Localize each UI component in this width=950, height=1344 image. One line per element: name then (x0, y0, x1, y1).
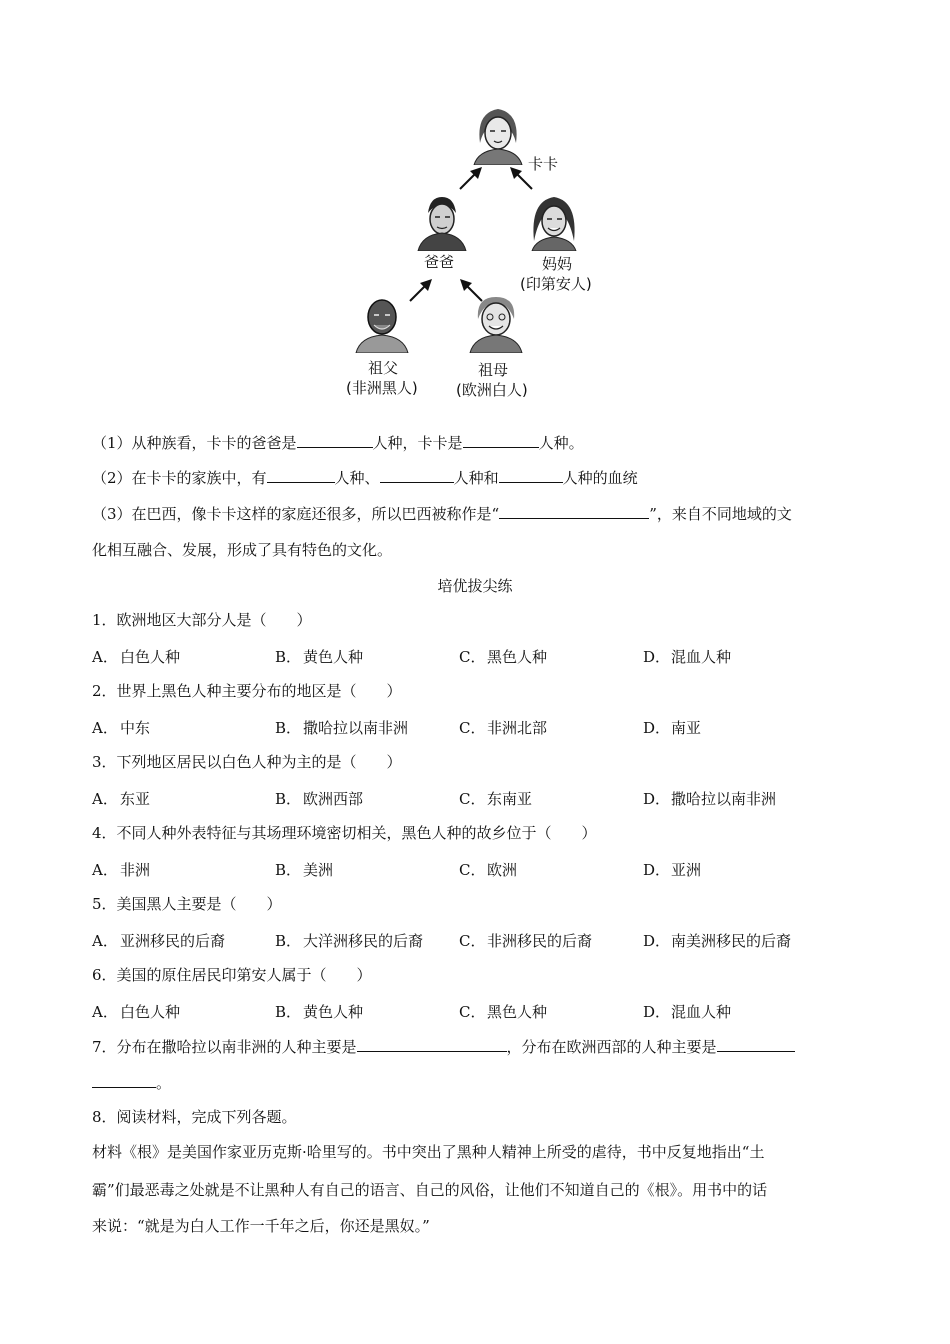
mcq-4-option-d[interactable]: D．亚洲 (643, 861, 702, 879)
mcq-6-stem: 6．美国的原住居民印第安人属于（ ） (92, 966, 372, 984)
mcq-4-option-a[interactable]: A． 非洲 (92, 861, 151, 879)
q1-blank-1[interactable] (297, 432, 373, 448)
grandfather-note: (非洲黑人) (346, 379, 418, 397)
mcq-4-option-c[interactable]: C． 欧洲 (459, 861, 518, 879)
q2-text-a: （2）在卡卡的家族中，有 (92, 469, 267, 487)
q3-blank-1[interactable] (499, 503, 649, 519)
q2-blank-2[interactable] (380, 467, 454, 483)
mcq-1-option-a[interactable]: A． 白色人种 (92, 648, 181, 666)
grandfather-label: 祖父 (368, 359, 399, 377)
mcq-1-option-d[interactable]: D．混血人种 (643, 648, 732, 666)
mcq-4-options (92, 859, 872, 879)
mcq-3-option-d[interactable]: D．撒哈拉以南非洲 (643, 790, 777, 808)
mcq-4-option-b[interactable]: B． 美洲 (275, 861, 334, 879)
mcq-2-stem: 2．世界上黑色人种主要分布的地区是（ ） (92, 682, 402, 700)
mcq-2-option-a[interactable]: A． 中东 (92, 719, 151, 737)
q1-text-b: 人种，卡卡是 (372, 434, 463, 452)
mcq-3-option-b[interactable]: B． 欧洲西部 (275, 790, 364, 808)
q3-text-a: （3）在巴西，像卡卡这样的家庭还很多，所以巴西被称作是“ (92, 505, 500, 523)
question-3-continued: 化相互融合、发展，形成了具有特色的文化。 (92, 541, 393, 559)
mcq-6-option-c[interactable]: C． 黑色人种 (459, 1003, 548, 1021)
mcq-1-stem: 1．欧洲地区大部分人是（ ） (92, 611, 312, 629)
question-2 (92, 467, 638, 488)
question-7-continued (92, 1072, 171, 1093)
mcq-2-option-c[interactable]: C． 非洲北部 (459, 719, 548, 737)
grandmother-note: (欧洲白人) (456, 381, 528, 399)
grandfather-portrait (352, 291, 412, 353)
mcq-3-option-a[interactable]: A． 东亚 (92, 790, 151, 808)
family-tree-figure (330, 95, 630, 405)
question-7 (92, 1036, 795, 1057)
q2-text-c: 人种和 (453, 469, 499, 487)
mcq-6-option-a[interactable]: A． 白色人种 (92, 1003, 181, 1021)
mcq-6-option-b[interactable]: B． 黄色人种 (275, 1003, 364, 1021)
mcq-6-option-d[interactable]: D．混血人种 (643, 1003, 732, 1021)
kaka-portrait (468, 103, 528, 165)
q7-blank-2b[interactable] (92, 1072, 156, 1088)
grandmother-label: 祖母 (478, 361, 509, 379)
section-title: 培优拔尖练 (437, 577, 513, 595)
mother-portrait (526, 191, 582, 251)
mcq-1-options (92, 646, 872, 666)
mcq-4-stem: 4．不同人种外表特征与其场理环境密切相关，黑色人种的故乡位于（ ） (92, 824, 597, 842)
arrow-father-to-kaka (456, 163, 486, 193)
material-line-1: 材料《根》是美国作家亚历克斯·哈里写的。书中突出了黑种人精神上所受的虐待，书中反复地指出“土 (92, 1143, 765, 1161)
q2-text-b: 人种、 (334, 469, 380, 487)
mcq-1-option-c[interactable]: C． 黑色人种 (459, 648, 548, 666)
q1-blank-2[interactable] (463, 432, 539, 448)
q2-text-d: 人种的血统 (562, 469, 638, 487)
mcq-3-option-c[interactable]: C． 东南亚 (459, 790, 533, 808)
father-portrait (414, 191, 470, 251)
mcq-5-option-c[interactable]: C． 非洲移民的后裔 (459, 932, 593, 950)
question-8-stem: 8．阅读材料，完成下列各题。 (92, 1108, 297, 1126)
q1-text-c: 人种。 (538, 434, 584, 452)
kaka-label: 卡卡 (528, 155, 559, 173)
q7-text-b: ，分布在欧洲西部的人种主要是 (506, 1038, 717, 1056)
q2-blank-1[interactable] (267, 467, 335, 483)
mcq-2-option-b[interactable]: B． 撒哈拉以南非洲 (275, 719, 409, 737)
material-line-2: 霸”们最恶毒之处就是不让黑种人有自己的语言、自己的风俗，让他们不知道自己的《根》。用书中的话 (92, 1181, 768, 1199)
mcq-2-options (92, 717, 872, 737)
mcq-1-option-b[interactable]: B． 黄色人种 (275, 648, 364, 666)
mother-label: 妈妈 (542, 255, 573, 273)
q3-text-b: ”，来自不同地域的文 (649, 505, 792, 523)
father-label: 爸爸 (424, 253, 455, 271)
q7-text-c: 。 (156, 1074, 172, 1092)
mcq-6-options (92, 1001, 872, 1021)
mcq-5-stem: 5．美国黑人主要是（ ） (92, 895, 282, 913)
question-3 (92, 503, 792, 524)
mcq-5-option-b[interactable]: B． 大洋洲移民的后裔 (275, 932, 424, 950)
mcq-5-option-d[interactable]: D．南美洲移民的后裔 (643, 932, 792, 950)
q2-blank-3[interactable] (499, 467, 563, 483)
question-1 (92, 432, 584, 453)
material-line-3: 来说：“就是为白人工作一千年之后，你还是黑奴。” (92, 1217, 430, 1235)
arrow-mother-to-kaka (506, 163, 536, 193)
mother-note: (印第安人) (520, 275, 592, 293)
mcq-3-options (92, 788, 872, 808)
q1-text-a: （1）从种族看，卡卡的爸爸是 (92, 434, 297, 452)
mcq-5-option-a[interactable]: A． 亚洲移民的后裔 (92, 932, 226, 950)
mcq-3-stem: 3．下列地区居民以白色人种为主的是（ ） (92, 753, 402, 771)
q7-text-a: 7．分布在撒哈拉以南非洲的人种主要是 (92, 1038, 357, 1056)
mcq-2-option-d[interactable]: D．南亚 (643, 719, 702, 737)
q7-blank-2a[interactable] (717, 1036, 795, 1052)
mcq-5-options (92, 930, 872, 950)
q7-blank-1[interactable] (357, 1036, 507, 1052)
grandmother-portrait (466, 291, 526, 353)
